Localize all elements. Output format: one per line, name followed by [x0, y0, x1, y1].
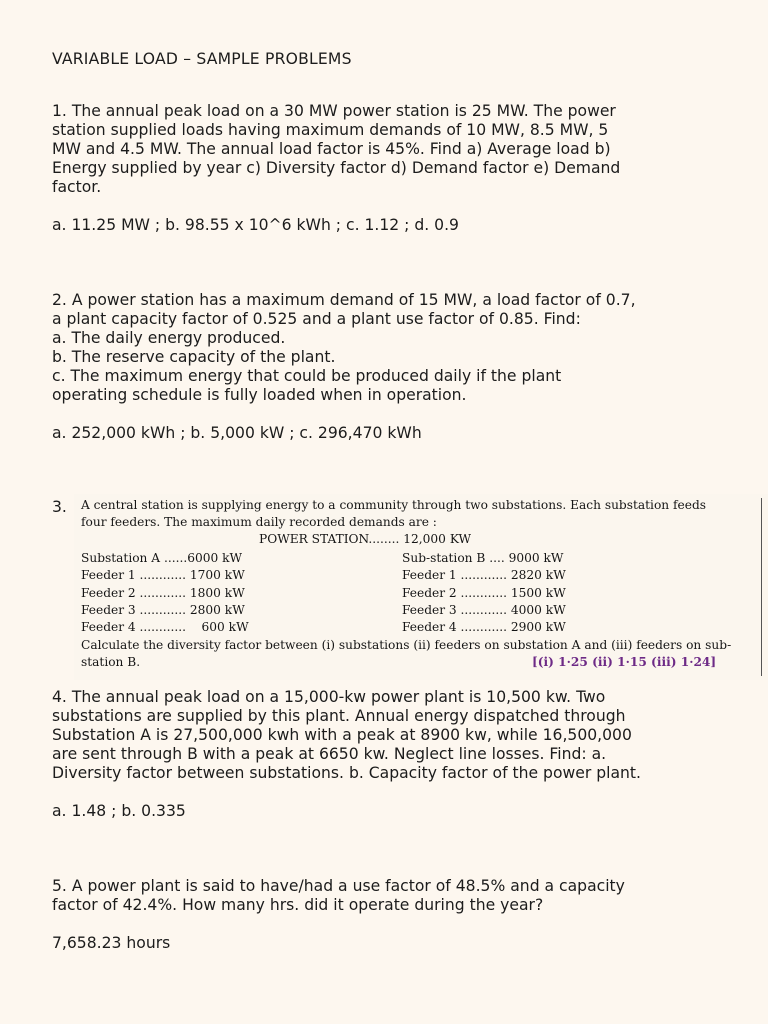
spacer: [52, 273, 742, 291]
clip-right-row: Feeder 2 ............ 1500 kW: [402, 586, 566, 600]
clip-right-row: Feeder 1 ............ 2820 kW: [402, 568, 566, 582]
spacer: [52, 821, 742, 859]
spacer: [52, 235, 742, 273]
clip-left-row: Feeder 4 ............ 600 kW: [81, 620, 249, 634]
problem-5: [52, 877, 742, 953]
clip-answer: [(i) 1·25 (ii) 1·15 (iii) 1·24]: [532, 655, 717, 669]
problem-2-line: 2. A power station has a maximum demand of 15 MW, a load factor of 0.7,: [52, 291, 636, 309]
problem-5-answer: 7,658.23 hours: [52, 934, 171, 952]
spacer: [52, 443, 742, 481]
spacer: [52, 405, 742, 424]
clip-power-station: POWER STATION........ 12,000 KW: [259, 532, 472, 546]
problem-1: [52, 102, 742, 235]
problem-2-line: c. The maximum energy that could be produced daily if the plant: [52, 367, 562, 385]
problem-3-number: 3.: [52, 498, 67, 516]
clip-right-row: Feeder 3 ............ 4000 kW: [402, 603, 566, 617]
problem-1-line: 1. The annual peak load on a 30 MW power station is 25 MW. The power: [52, 102, 616, 120]
problem-3: [52, 498, 742, 688]
problem-2-line: operating schedule is fully loaded when in operation.: [52, 386, 467, 404]
clipping-edge-line: [761, 498, 763, 676]
clip-question: station B.: [81, 655, 141, 669]
spacer: [52, 859, 742, 877]
problem-5-line: 5. A power plant is said to have/had a use factor of 48.5% and a capacity: [52, 877, 625, 895]
problem-2-line: a plant capacity factor of 0.525 and a plant use factor of 0.85. Find:: [52, 310, 581, 328]
problem-4-line: Diversity factor between substations. b. Capacity factor of the power plant.: [52, 764, 641, 782]
clip-left-row: Feeder 2 ............ 1800 kW: [81, 586, 245, 600]
clip-right-row: Sub-station B .... 9000 kW: [402, 551, 564, 565]
problem-2-answer: a. 252,000 kWh ; b. 5,000 kW ; c. 296,470 kWh: [52, 424, 422, 442]
problem-2: [52, 291, 742, 443]
problem-1-line: factor.: [52, 178, 102, 196]
problem-1-line: Energy supplied by year c) Diversity factor d) Demand factor e) Demand: [52, 159, 621, 177]
spacer: [52, 915, 742, 934]
clip-left-row: Feeder 1 ............ 1700 kW: [81, 568, 245, 582]
problem-4-line: Substation A is 27,500,000 kwh with a peak at 8900 kw, while 16,500,000: [52, 726, 632, 744]
problem-1-line: station supplied loads having maximum demands of 10 MW, 8.5 MW, 5: [52, 121, 609, 139]
clip-intro: A central station is supplying energy to a community through two substations. Each substation feeds: [81, 498, 706, 512]
page-title: VARIABLE LOAD – SAMPLE PROBLEMS: [52, 50, 352, 68]
clip-left-row: Feeder 3 ............ 2800 kW: [81, 603, 245, 617]
problem-1-line: MW and 4.5 MW. The annual load factor is 45%. Find a) Average load b): [52, 140, 611, 158]
clip-intro: four feeders. The maximum daily recorded demands are :: [81, 515, 437, 529]
clip-left-row: Substation A ......6000 kW: [81, 551, 242, 565]
document-page: [52, 50, 742, 953]
problem-4-line: substations are supplied by this plant. Annual energy dispatched through: [52, 707, 626, 725]
spacer: [52, 197, 742, 216]
problem-4-answer: a. 1.48 ; b. 0.335: [52, 802, 186, 820]
problem-1-answer: a. 11.25 MW ; b. 98.55 x 10^6 kWh ; c. 1.12 ; d. 0.9: [52, 216, 459, 234]
problem-4: [52, 688, 742, 821]
clip-question: Calculate the diversity factor between (i) substations (ii) feeders on substation A and (iii) feeders on sub-: [81, 638, 732, 652]
clip-right-row: Feeder 4 ............ 2900 kW: [402, 620, 566, 634]
problem-4-line: are sent through B with a peak at 6650 kw. Neglect line losses. Find: a.: [52, 745, 607, 763]
problem-4-line: 4. The annual peak load on a 15,000-kw power plant is 10,500 kw. Two: [52, 688, 606, 706]
problem-5-line: factor of 42.4%. How many hrs. did it operate during the year?: [52, 896, 544, 914]
problem-2-line: a. The daily energy produced.: [52, 329, 286, 347]
spacer: [52, 783, 742, 802]
problem-2-line: b. The reserve capacity of the plant.: [52, 348, 336, 366]
textbook-clipping: [74, 494, 768, 680]
